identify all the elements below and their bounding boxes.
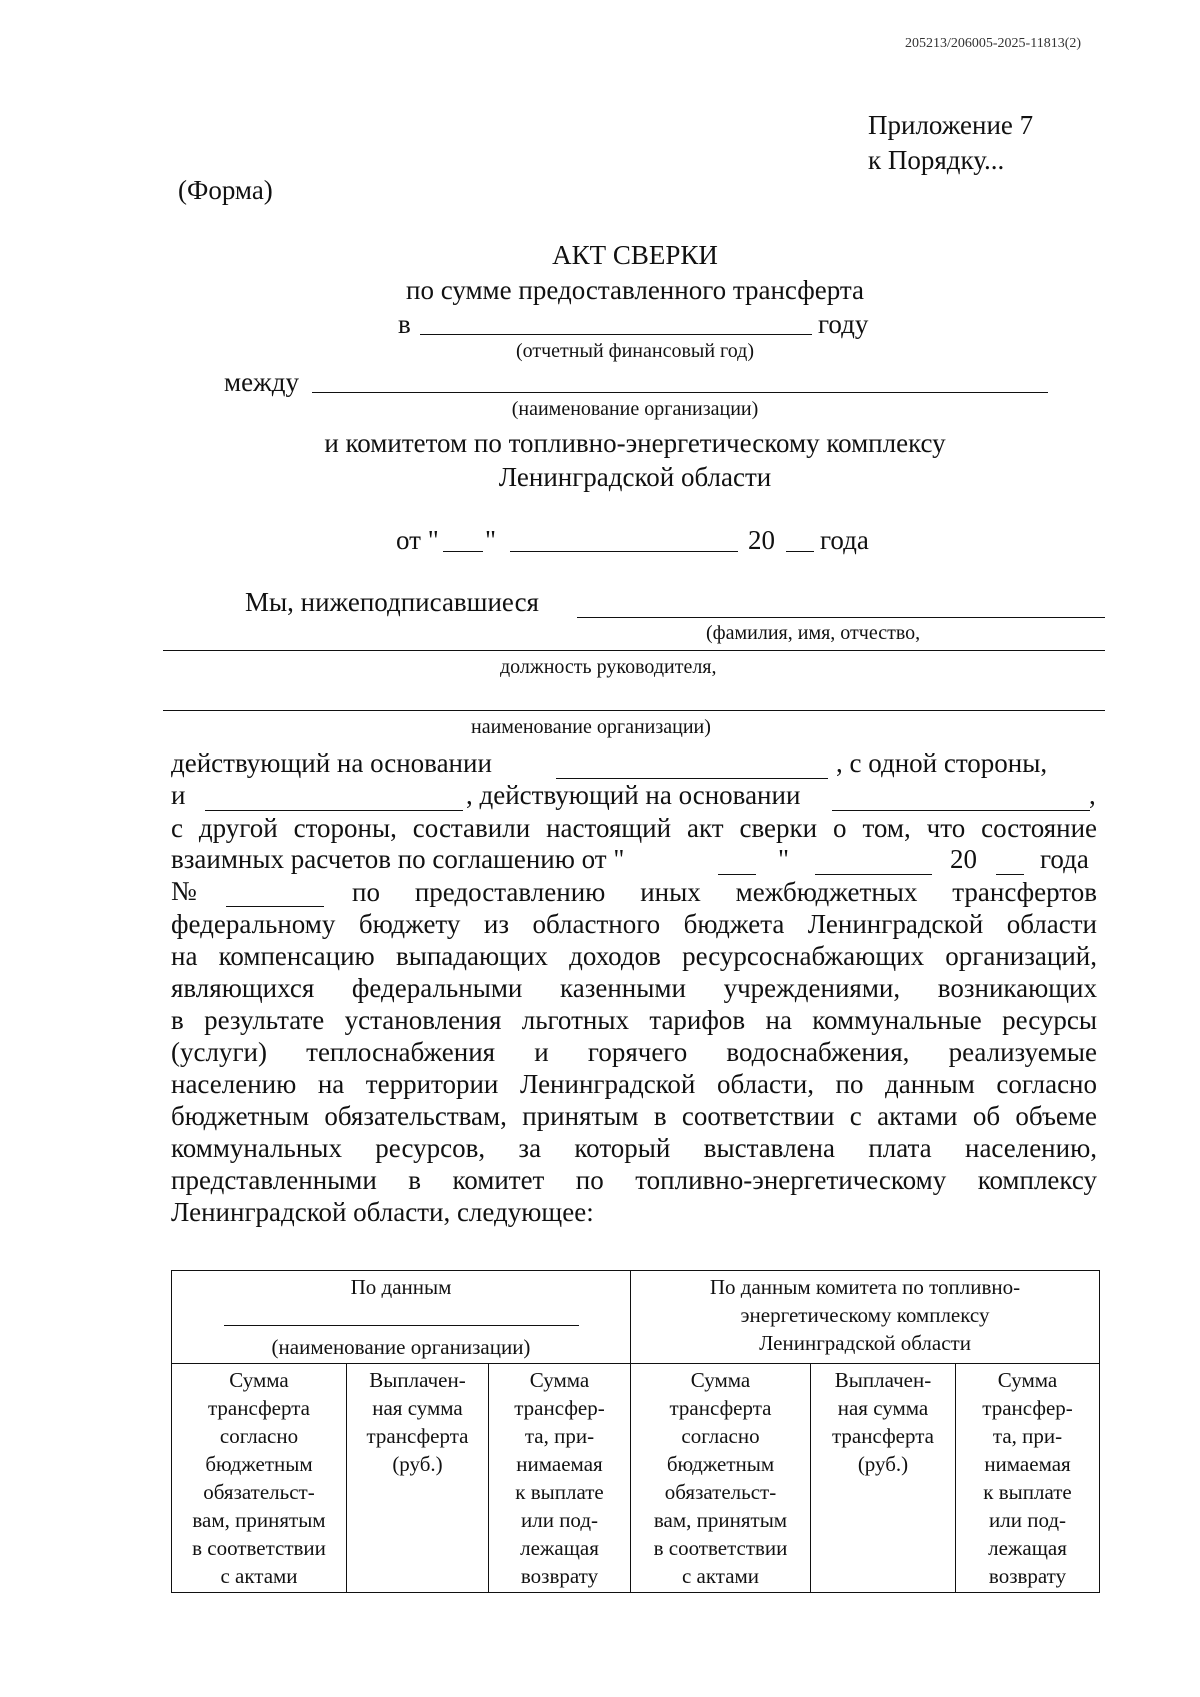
header-text-line: возврату — [520, 1564, 599, 1588]
header-text-line: бюджетным — [205, 1452, 313, 1476]
header-text-line: (руб.) — [392, 1452, 443, 1476]
body-line-1-start: действующий на основании — [171, 748, 492, 778]
col-header-2 — [347, 1364, 489, 1593]
header-text-line: Сумма — [229, 1368, 289, 1392]
body-line-2-start: и — [171, 780, 186, 810]
header-text-line: к выплате — [983, 1480, 1072, 1504]
signatory-org-hint: наименование организации) — [471, 716, 711, 738]
date-day-blank[interactable] — [443, 551, 483, 552]
date-suffix: года — [820, 525, 869, 555]
agreement-day-blank[interactable] — [718, 874, 756, 875]
header-text-line: в соответствии — [192, 1536, 326, 1560]
body-line-4-quote: " — [778, 844, 790, 874]
table-group-header-row — [172, 1271, 1100, 1364]
table-column-header-row — [172, 1364, 1100, 1593]
body-line-9: в результате установления льготных тарифов на коммунальные ресурсы — [171, 1005, 1097, 1035]
year-prefix: в — [398, 309, 411, 339]
header-text-line: бюджетным — [666, 1452, 775, 1476]
header-text-line: ная сумма — [837, 1396, 929, 1420]
header-text-line: в соответствии — [653, 1536, 788, 1560]
body-line-2-end: , — [1089, 780, 1096, 810]
header-text-line: та, при- — [524, 1424, 595, 1448]
header-text-line: трансферта — [208, 1396, 310, 1420]
header-text-line: лежащая — [988, 1536, 1067, 1560]
date-year-blank[interactable] — [786, 551, 814, 552]
date-prefix: от " — [396, 525, 439, 555]
header-text-line: трансфер- — [982, 1396, 1073, 1420]
position-hint: должность руководителя, — [500, 656, 717, 678]
agreement-month-blank[interactable] — [815, 874, 932, 875]
year-suffix: году — [818, 309, 869, 339]
body-line-3: с другой стороны, составили настоящий акт сверки о том, что состояние — [171, 813, 1097, 843]
header-text-line: трансферта — [366, 1424, 469, 1448]
body-line-14: представленными в комитет по топливно-энергетическому комплексу — [171, 1165, 1097, 1195]
date-year-label: 20 — [748, 525, 775, 555]
body-line-15: Ленинградской области, следующее: — [171, 1197, 594, 1227]
body-line-12: бюджетным обязательствам, принятым в соответствии с актами об объеме — [171, 1101, 1097, 1131]
header-text-line: возврату — [988, 1564, 1067, 1588]
header-text-line: обязательст- — [203, 1480, 315, 1504]
header-text-line: к выплате — [515, 1480, 604, 1504]
header-text-line: нимаемая — [984, 1452, 1071, 1476]
position-blank-line[interactable] — [163, 650, 1105, 651]
document-title: АКТ СВЕРКИ — [552, 240, 718, 270]
year-blank-line[interactable] — [420, 334, 812, 335]
col-header-6 — [956, 1364, 1100, 1593]
col-header-1 — [172, 1364, 347, 1593]
header-text-line: Выплачен- — [369, 1368, 466, 1392]
second-party-blank[interactable] — [205, 810, 463, 811]
body-line-2-middle: , действующий на основании — [466, 780, 801, 810]
body-line-10: (услуги) теплоснабжения и горячего водоснабжения, реализуемые — [171, 1037, 1097, 1067]
body-line-1-end: , с одной стороны, — [836, 748, 1048, 778]
appendix-line-1: Приложение 7 — [868, 110, 1034, 140]
col-header-3 — [489, 1364, 631, 1593]
committee-data-group-header — [631, 1271, 1100, 1364]
body-line-4-year: 20 — [950, 844, 977, 874]
basis-blank-2[interactable] — [832, 810, 1090, 811]
header-text-line: лежащая — [520, 1536, 599, 1560]
appendix-line-2: к Порядку... — [868, 145, 1005, 175]
body-line-4-start: взаимных расчетов по соглашению от " — [171, 844, 625, 874]
fio-hint: (фамилия, имя, отчество, — [706, 622, 921, 644]
body-line-7: на компенсацию выпадающих доходов ресурсоснабжающих организаций, — [171, 941, 1097, 971]
document-number: 205213/206005-2025-11813(2) — [905, 36, 1082, 51]
date-quote: " — [485, 525, 497, 555]
body-line-4-end: года — [1040, 844, 1089, 874]
col-header-4 — [631, 1364, 811, 1593]
between-label: между — [224, 367, 299, 397]
body-line-5: по предоставлению иных межбюджетных трансфертов — [352, 877, 1097, 907]
year-hint: (отчетный финансовый год) — [515, 340, 755, 362]
col-header-5 — [811, 1364, 956, 1593]
header-text-line: трансферта — [669, 1396, 772, 1420]
organization-blank-line[interactable] — [312, 392, 1048, 393]
header-text-line: Сумма — [529, 1368, 590, 1392]
header-text-line: вам, принятым — [192, 1508, 326, 1532]
header-text-line: та, при- — [992, 1424, 1063, 1448]
signatory-name-blank[interactable] — [577, 617, 1105, 618]
header-text-line: нимаемая — [516, 1452, 603, 1476]
body-line-13: коммунальных ресурсов, за который выставлена плата населению, — [171, 1133, 1097, 1163]
header-text-line: согласно — [219, 1424, 299, 1448]
signatories-label: Мы, нижеподписавшиеся — [245, 587, 539, 617]
date-month-blank[interactable] — [510, 551, 738, 552]
form-label: (Форма) — [178, 175, 273, 205]
header-text-line: Сумма — [997, 1368, 1058, 1392]
header-text-line: с актами — [681, 1564, 760, 1588]
header-text-line: обязательст- — [664, 1480, 777, 1504]
committee-group-line-3: Ленинградской области — [759, 1331, 971, 1355]
reconciliation-table — [171, 1270, 1100, 1593]
header-text-line: или под- — [520, 1508, 599, 1532]
organization-hint: (наименование организации) — [511, 398, 759, 420]
header-text-line: (руб.) — [857, 1452, 909, 1476]
committee-group-line-1: По данным комитета по топливно- — [709, 1275, 1021, 1299]
header-text-line: трансфер- — [514, 1396, 605, 1420]
body-line-8: являющихся федеральными казенными учреждениями, возникающих — [171, 973, 1097, 1003]
body-line-6: федеральному бюджету из областного бюджета Ленинградской области — [171, 909, 1097, 939]
body-line-11: населению на территории Ленинградской области, по данным согласно — [171, 1069, 1097, 1099]
agreement-number-blank[interactable] — [226, 906, 324, 907]
agreement-year-blank[interactable] — [996, 874, 1024, 875]
header-text-line: ная сумма — [372, 1396, 463, 1420]
org-data-group-hint: (наименование организации) — [271, 1335, 531, 1359]
org-data-group-title: По данным — [350, 1275, 452, 1299]
title-subtitle: по сумме предоставленного трансферта — [406, 275, 864, 305]
org-data-group-header — [172, 1271, 631, 1364]
header-text-line: Сумма — [690, 1368, 751, 1392]
body-line-5-number-sign: № — [171, 876, 197, 906]
header-text-line: с актами — [220, 1564, 298, 1588]
committee-group-line-2: энергетическому комплексу — [740, 1303, 990, 1327]
header-text-line: вам, принятым — [653, 1508, 788, 1532]
header-text-line: или под- — [989, 1508, 1067, 1532]
header-text-line: согласно — [681, 1424, 760, 1448]
committee-line-2: Ленинградской области — [498, 462, 772, 492]
org-name-blank[interactable] — [224, 1303, 579, 1326]
header-text-line: трансферта — [832, 1424, 934, 1448]
signatory-org-blank-line[interactable] — [163, 710, 1105, 711]
committee-line-1: и комитетом по топливно-энергетическому комплексу — [324, 428, 946, 458]
basis-blank-1[interactable] — [556, 778, 828, 779]
header-text-line: Выплачен- — [834, 1368, 932, 1392]
